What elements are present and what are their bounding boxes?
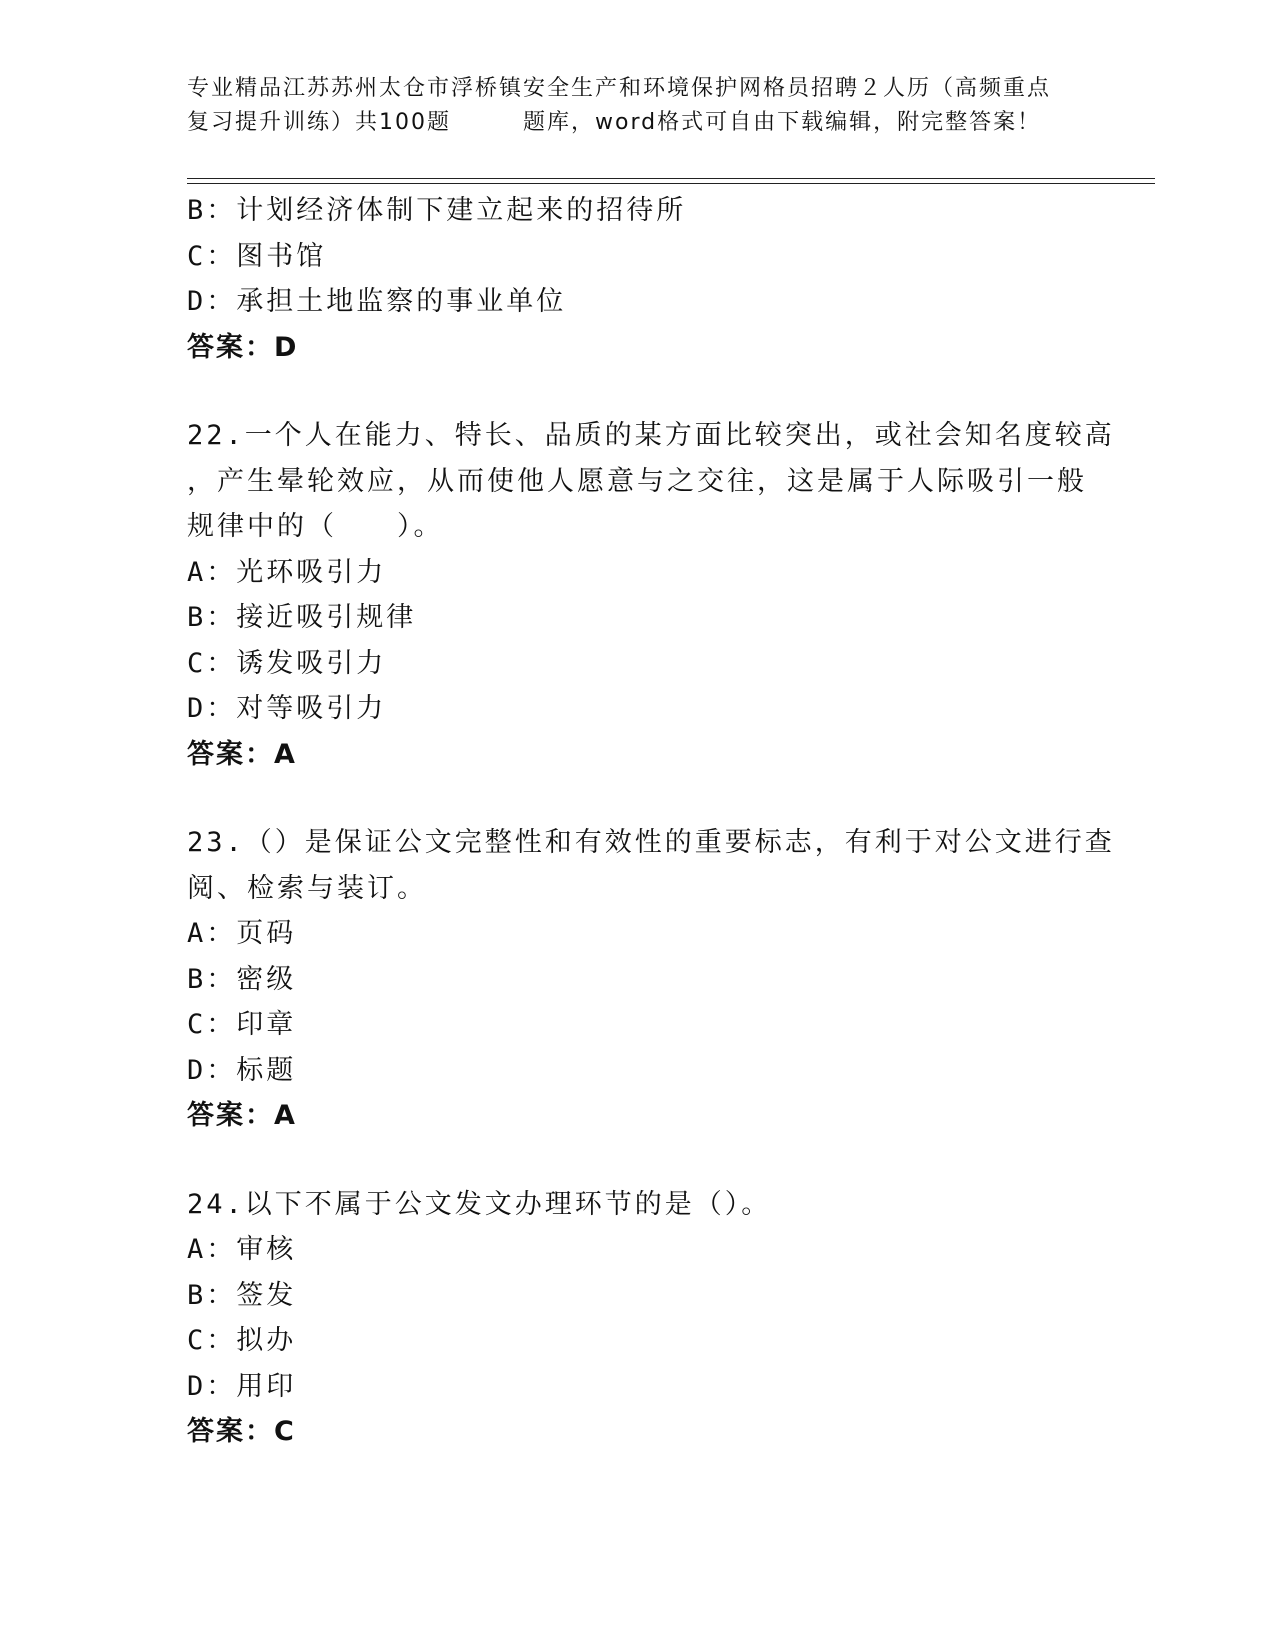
q24-option-b: B：签发 xyxy=(187,1279,297,1311)
question-21 xyxy=(187,188,1087,370)
q24-answer: 答案：C xyxy=(187,1416,296,1447)
q22-stem-line-2: ，产生晕轮效应，从而使他人愿意与之交往，这是属于人际吸引一般 xyxy=(187,465,1087,497)
q21-option-c: C：图书馆 xyxy=(187,240,327,272)
header-title-line-2-part-b: 题库，word格式可自由下载编辑，附完整答案！ xyxy=(523,110,1042,135)
q22-option-a: A：光环吸引力 xyxy=(187,556,387,588)
q23-answer: 答案：A xyxy=(187,1100,297,1131)
header-divider-top xyxy=(187,178,1155,179)
question-24 xyxy=(187,1182,1087,1455)
q22-option-b: B：接近吸引规律 xyxy=(187,602,417,633)
header-title-line-1: 专业精品江苏苏州太仓市浮桥镇安全生产和环境保护网格员招聘２人历（高频重点 xyxy=(187,76,1052,101)
q23-option-a: A：页码 xyxy=(187,918,297,949)
q21-answer: 答案：D xyxy=(187,331,299,363)
q24-stem-line-1: 24.以下不属于公文发文办理环节的是（）。 xyxy=(187,1188,772,1220)
document-header xyxy=(187,72,1087,140)
q22-answer: 答案：A xyxy=(187,738,297,770)
header-title-line-2-part-a: 复习提升训练）共100题 xyxy=(187,110,451,135)
question-23 xyxy=(187,820,1115,1139)
q23-option-c: C：印章 xyxy=(187,1009,297,1040)
q22-stem-line-1: 22.一个人在能力、特长、品质的某方面比较突出，或社会知名度较高 xyxy=(187,420,1115,451)
q22-option-c: C：诱发吸引力 xyxy=(187,647,387,679)
question-list xyxy=(187,188,1115,1455)
q24-option-a: A：审核 xyxy=(187,1234,297,1265)
q23-option-d: D：标题 xyxy=(187,1054,297,1086)
q24-option-c: C：拟办 xyxy=(187,1325,297,1356)
q23-stem-line-2: 阅、检索与装订。 xyxy=(187,872,427,904)
question-22 xyxy=(187,413,1115,777)
q24-option-d: D：用印 xyxy=(187,1370,297,1402)
q22-stem-line-3: 规律中的（ ）。 xyxy=(187,511,444,542)
q23-option-b: B：密级 xyxy=(187,963,297,995)
q22-option-d: D：对等吸引力 xyxy=(187,693,387,724)
header-divider-bottom xyxy=(187,183,1155,184)
q21-option-b: B：计划经济体制下建立起来的招待所 xyxy=(187,195,687,226)
q23-stem-line-1: 23.（）是保证公文完整性和有效性的重要标志，有利于对公文进行查 xyxy=(187,827,1115,858)
q21-option-d: D：承担土地监察的事业单位 xyxy=(187,286,567,317)
header-title-line-2 xyxy=(187,106,1087,140)
